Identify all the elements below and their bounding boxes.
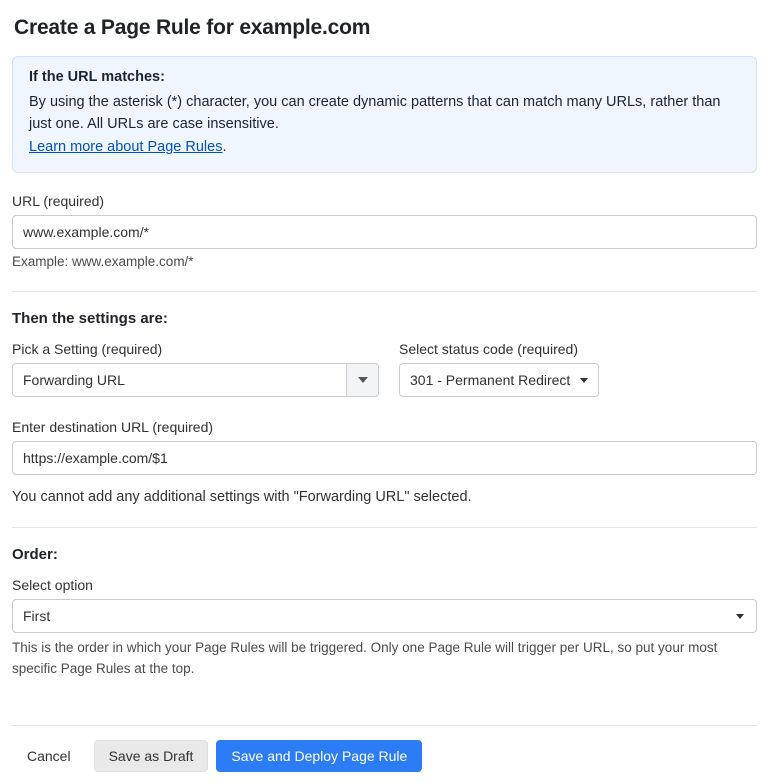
- info-box-body: By using the asterisk (*) character, you can create dynamic patterns that can match many URLs, rather than just one. All URLs are case insensitive.: [29, 94, 721, 133]
- url-field-hint: Example: www.example.com/*: [12, 254, 194, 270]
- status-code-value: 301 - Permanent Redirect: [410, 372, 571, 389]
- page-title: Create a Page Rule for example.com: [14, 16, 371, 39]
- save-and-deploy-button[interactable]: Save and Deploy Page Rule: [216, 740, 422, 772]
- order-heading: Order:: [12, 546, 58, 564]
- status-column: [399, 341, 599, 397]
- chevron-down-icon: [580, 378, 588, 383]
- url-field-label: URL (required): [12, 193, 105, 210]
- form-footer: [12, 725, 757, 772]
- order-select-label: Select option: [12, 577, 93, 594]
- setting-label: Pick a Setting (required): [12, 341, 163, 358]
- learn-more-link[interactable]: Learn more about Page Rules: [29, 138, 223, 155]
- divider-order: [12, 527, 757, 528]
- info-box-heading: If the URL matches:: [29, 69, 165, 85]
- settings-heading: Then the settings are:: [12, 310, 168, 328]
- settings-row: [12, 341, 757, 397]
- info-box-link-suffix: .: [222, 138, 227, 155]
- save-as-draft-button[interactable]: Save as Draft: [94, 740, 209, 772]
- divider-settings: [12, 291, 757, 292]
- forwarding-url-note: You cannot add any additional settings with "Forwarding URL" selected.: [12, 489, 472, 506]
- url-match-info-box: [12, 56, 757, 173]
- destination-url-label: Enter destination URL (required): [12, 419, 214, 436]
- order-select[interactable]: [12, 599, 757, 633]
- pick-a-setting-select[interactable]: [12, 363, 379, 397]
- pick-a-setting-value: Forwarding URL: [23, 372, 125, 389]
- status-code-select[interactable]: [399, 363, 599, 397]
- cancel-button[interactable]: Cancel: [12, 740, 86, 772]
- order-hint: This is the order in which your Page Rules will be triggered. Only one Page Rule will trigger per URL, so put your most specific Page Rules at the top.: [12, 640, 718, 676]
- status-code-label: Select status code (required): [399, 341, 578, 358]
- chevron-down-icon[interactable]: [346, 364, 378, 396]
- chevron-down-icon: [736, 614, 744, 619]
- destination-url-input[interactable]: [12, 441, 757, 475]
- url-input[interactable]: [12, 215, 757, 249]
- setting-column: [12, 341, 379, 397]
- order-select-value: First: [23, 608, 51, 625]
- info-box-link-row: [29, 136, 740, 158]
